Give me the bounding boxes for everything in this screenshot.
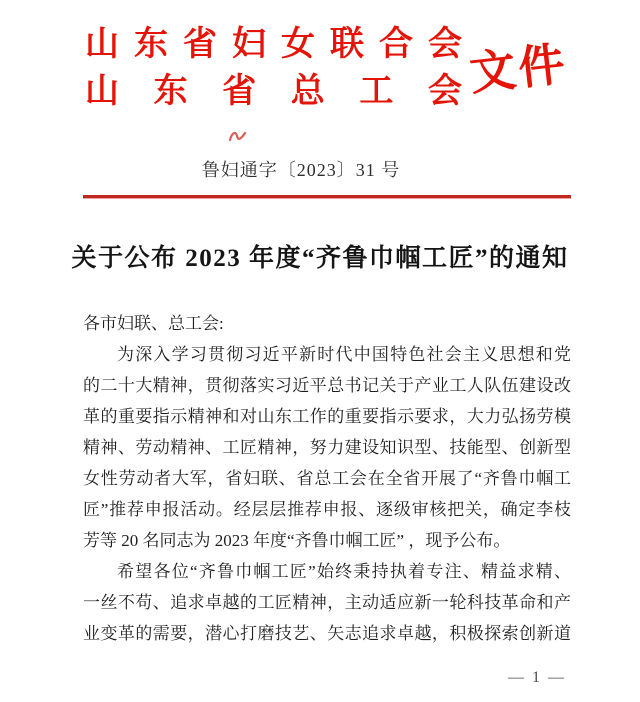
document-body xyxy=(83,308,571,649)
red-pen-scan-artifact-icon xyxy=(227,127,248,146)
body-line: 业变革的需要，潜心打磨技艺、矢志追求卓越，积极探索创新道 xyxy=(83,624,571,643)
body-line: 一丝不苟、追求卓越的工匠精神，主动适应新一轮科技革命和产 xyxy=(83,593,571,612)
body-line: 的二十大精神，贯彻落实习近平总书记关于产业工人队伍建设改 xyxy=(83,376,571,395)
letterhead xyxy=(85,26,462,110)
document-title: 关于公布 2023 年度“齐鲁巾帼工匠”的通知 xyxy=(71,245,569,272)
body-line: 精神、劳动精神、工匠精神，努力建设知识型、技能型、创新型 xyxy=(83,438,571,457)
body-line: 希望各位“齐鲁巾帼工匠”始终秉持执着专注、精益求精、 xyxy=(117,562,571,581)
body-line: 匠”推荐申报活动。经层层推荐申报、逐级审核把关，确定李枝 xyxy=(83,500,571,519)
document-reference-number: 鲁妇通字〔2023〕31 号 xyxy=(201,160,401,180)
document-type-label: 文件 xyxy=(467,38,571,100)
issuing-org-line2: 山东省总工会 xyxy=(85,73,462,110)
issuing-org-line1: 山东省妇女联合会 xyxy=(85,26,462,63)
body-line: 为深入学习贯彻习近平新时代中国特色社会主义思想和党 xyxy=(117,345,571,364)
body-line: 芳等 20 名同志为 2023 年度“齐鲁巾帼工匠” ，现予公布。 xyxy=(83,531,511,550)
salutation-line: 各市妇联、总工会: xyxy=(83,314,224,333)
body-line: 女性劳动者大军，省妇联、省总工会在全省开展了“齐鲁巾帼工 xyxy=(83,469,571,488)
body-line: 革的重要指示精神和对山东工作的重要指示要求，大力弘扬劳模 xyxy=(83,407,571,426)
letterhead-divider-rule xyxy=(83,195,571,198)
page-number: — 1 — xyxy=(508,669,566,686)
